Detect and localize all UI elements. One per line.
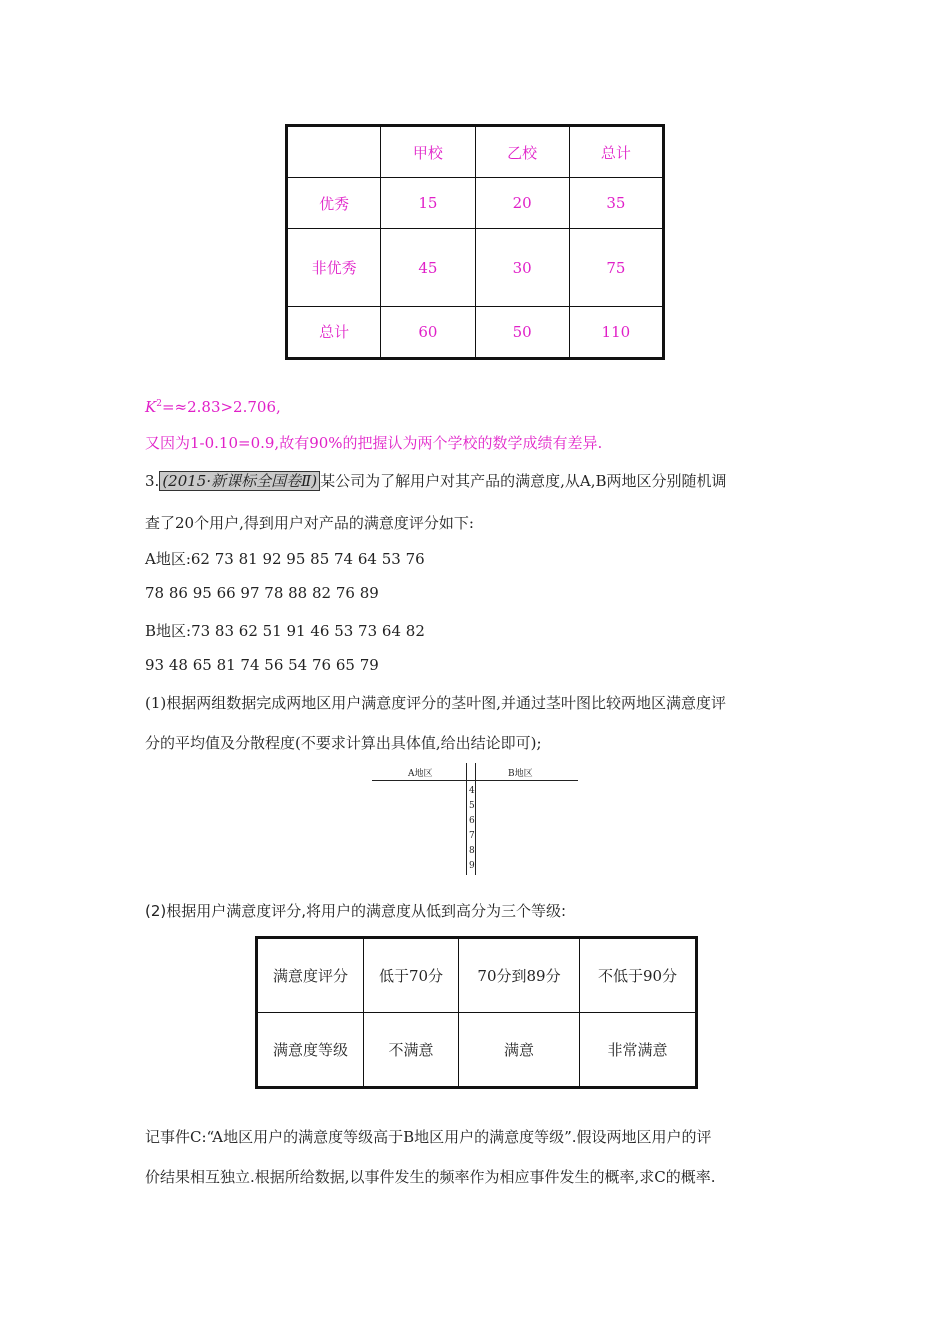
- table-cell: 总计: [569, 126, 663, 178]
- stem-left-rule: [466, 763, 467, 875]
- problem-3-line-1: [145, 470, 727, 491]
- satisfaction-table: [255, 936, 698, 1089]
- table-cell: [287, 126, 381, 178]
- table-row: [287, 229, 664, 306]
- region-b-data-2: 93 48 65 81 74 56 54 76 65 79: [145, 656, 379, 674]
- stem-value: 6: [469, 816, 475, 826]
- region-a-data-1: A地区:62 73 81 92 95 85 74 64 53 76: [145, 550, 425, 568]
- table-row: [287, 178, 664, 229]
- stem-value: 4: [469, 786, 475, 796]
- conclusion-text: 又因为1-0.10=0.9,故有90%的把握认为两个学校的数学成绩有差异.: [145, 434, 603, 452]
- table-cell: 总计: [287, 306, 381, 358]
- stem-leaf-diagram: [372, 763, 578, 875]
- table-cell: 30: [475, 229, 569, 306]
- stem-right-header: B地区: [508, 769, 533, 779]
- table-cell: 甲校: [381, 126, 475, 178]
- problem-3-line-2: 查了20个用户,得到用户对产品的满意度评分如下:: [145, 514, 474, 532]
- k-symbol: K: [145, 398, 157, 416]
- table-cell: 75: [569, 229, 663, 306]
- table-cell: 非优秀: [287, 229, 381, 306]
- table-cell: 50: [475, 306, 569, 358]
- problem-text: 某公司为了解用户对其产品的满意度,从A,B两地区分别随机调: [320, 472, 727, 490]
- table-cell: 110: [569, 306, 663, 358]
- table-cell: 满意度评分: [257, 938, 364, 1013]
- event-line-1: 记事件C:“A地区用户的满意度等级高于B地区用户的满意度等级”.假设两地区用户的评: [145, 1128, 712, 1146]
- part-1-line-1: (1)根据两组数据完成两地区用户满意度评分的茎叶图,并通过茎叶图比较两地区满意度评: [145, 694, 727, 712]
- table-row: [257, 938, 697, 1013]
- table-row: [287, 306, 664, 358]
- table-cell: 优秀: [287, 178, 381, 229]
- table-row: [287, 126, 664, 178]
- table-cell: 15: [381, 178, 475, 229]
- table-cell: 乙校: [475, 126, 569, 178]
- table-cell: 20: [475, 178, 569, 229]
- k-squared-line: [145, 398, 281, 416]
- table-cell: 70分到89分: [459, 938, 580, 1013]
- stem-right-rule: [475, 763, 476, 875]
- table-cell: 满意度等级: [257, 1013, 364, 1088]
- table-cell: 45: [381, 229, 475, 306]
- stem-value: 5: [469, 801, 475, 811]
- event-line-2: 价结果相互独立.根据所给数据,以事件发生的频率作为相应事件发生的概率,求C的概率.: [145, 1168, 716, 1186]
- table-cell: 非常满意: [580, 1013, 697, 1088]
- table-cell: 低于70分: [364, 938, 459, 1013]
- stem-value: 7: [469, 831, 475, 841]
- part-2-line: (2)根据用户满意度评分,将用户的满意度从低到高分为三个等级:: [145, 902, 567, 920]
- contingency-table: [285, 124, 665, 360]
- region-b-data-1: B地区:73 83 62 51 91 46 53 73 64 82: [145, 622, 425, 640]
- region-a-data-2: 78 86 95 66 97 78 88 82 76 89: [145, 584, 379, 602]
- stem-value: 9: [469, 861, 475, 871]
- table-row: [257, 1013, 697, 1088]
- part-1-line-2: 分的平均值及分散程度(不要求计算出具体值,给出结论即可);: [145, 734, 542, 752]
- k-squared-value: =≈2.83>2.706,: [161, 398, 281, 416]
- table-cell: 35: [569, 178, 663, 229]
- stem-left-header: A地区: [408, 769, 433, 779]
- table-cell: 不满意: [364, 1013, 459, 1088]
- table-cell: 满意: [459, 1013, 580, 1088]
- source-tag: (2015·新课标全国卷Ⅱ): [159, 471, 320, 491]
- table-cell: 不低于90分: [580, 938, 697, 1013]
- table-cell: 60: [381, 306, 475, 358]
- k-exponent: 2: [156, 399, 162, 409]
- problem-number: 3.: [145, 472, 160, 490]
- stem-value: 8: [469, 846, 475, 856]
